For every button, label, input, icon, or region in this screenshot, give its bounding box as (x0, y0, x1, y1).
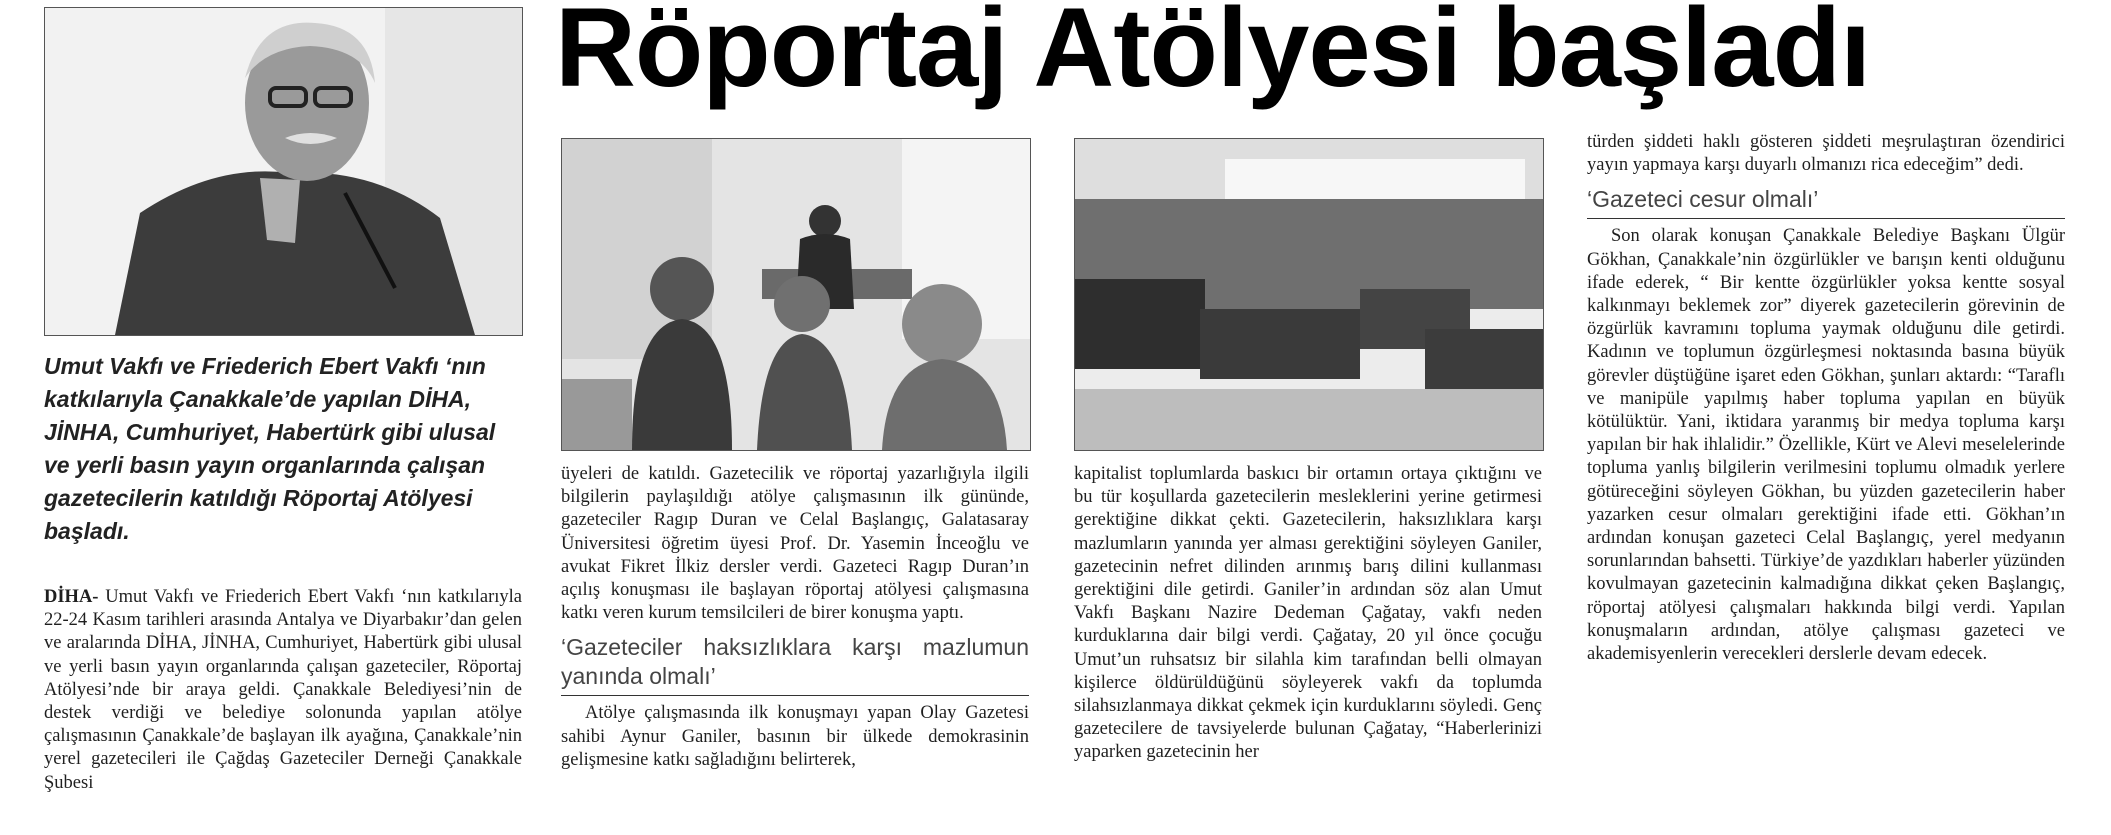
paragraph: türden şiddeti haklı gösteren şiddeti meşrulaştıran özendirici yayın yapmaya karşı duyarlı olmanızı rica edeceğim” dedi. (1587, 132, 2065, 176)
article-column-3 (1074, 463, 1542, 765)
article-column-2 (561, 463, 1029, 772)
article-column-4 (1587, 131, 2065, 666)
audience-photo (1074, 138, 1544, 451)
article-headline: Röportaj Atölyesi başladı (555, 0, 1871, 110)
paragraph: Son olarak konuşan Çanakkale Belediye Başkanı Ülgür Gökhan, Çanakkale’nin özgürlükler ve barışın kenti olduğunu ifade ederek, “ Bir kentte özgürlükler yoksa kentte sosyal kalkınmayı beklemek zor” diyerek gazetecilerin görevinin de özgürlük kavramını topluma yaymak olduğunu dile getirdi. Kadının ve toplumun özgürleşmesi noktasında basına büyük görevler düştüğüne işaret eden Gökhan, şunları aktardı: “Taraflı ve manipüle yapılmış haber topluma yapılan en büyük kötülüktür. Yani, iktidara yaranmış bir medya topluma karşı yapılan bir hak ihlalidir.” Özellikle, Kürt ve Alevi meselelerinde topluma yanlış bilgilerin verilmesini toplumu olmadık yerlere götüreceğini söyleyen Gökhan, bu yüzden gazetecilerin haber yazarken cesur olmaları gerektiğini ifade etti. Gökhan’ın ardından konuşan gazeteci Celal Başlangıç, yerel medyanın sorunlarından bahsetti. Türkiye’de yazdıkları haberler yüzünden kovulmayan gazetecinin kalmadığına dikkat çeken Başlangıç, röportaj atölyesi çalışmaları hakkında bilgi verdi. Yapılan konuşmaların ardından, atölye çalışması gazeteci ve akademisyenlerin verecekleri derslerle devam edecek. (1587, 226, 2065, 665)
seminar-photo (561, 138, 1031, 451)
paragraph: Umut Vakfı ve Friederich Ebert Vakfı ‘nın katkılarıyla 22-24 Kasım tarihleri arasında Antalya ve Diyarbakır’dan gelen ve aralarında DİHA, JİNHA, Cumhuriyet, Habertürk gibi ulusal ve yerli basın yayın organlarında çalışan gazeteciler, Röportaj Atölyesi’nde bir araya geldi. Çanakkale Belediyesi’nin de destek verdiği ve belediye solonunda yapılan atölye çalışmasının Çanakkale’de başlayan ilk ayağına, Çanakkale’nin yerel gazetecileri ile Çağdaş Gazeteciler Derneği Çanakkale Şubesi (44, 587, 522, 793)
subheading: ‘Gazeteciler haksızlıklara karşı mazlumun yanında olmalı’ (561, 633, 1029, 696)
article-column-1 (44, 586, 522, 795)
news-agency: DİHA- (44, 587, 99, 607)
paragraph: üyeleri de katıldı. Gazetecilik ve röportaj yazarlığıyla ilgili bilgilerin paylaşıldığı atölye çalışmasının ilk gününde, gazeteciler Ragıp Duran ve Celal Başlangıç, Galatasaray Üniversitesi öğretim üyesi Prof. Dr. Yasemin İnceoğlu ve avukat Fikret İlkiz dersler verdi. Gazeteci Ragıp Duran’ın açılış konuşması ile başlayan röportaj atölyesi çalışmasına katkı veren kurum temsilcileri de birer konuşma yaptı. (561, 464, 1029, 624)
subheading: ‘Gazeteci cesur olmalı’ (1587, 185, 2065, 219)
article-lead: Umut Vakfı ve Friederich Ebert Vakfı ‘nın katkılarıyla Çanakkale’de yapılan DİHA, JİNHA, Cumhuriyet, Habertürk gibi ulusal ve yerli basın yayın organlarında çalışan gazetecilerin katıldığı Röportaj Atölyesi başladı. (44, 353, 496, 544)
speaker-portrait-photo (44, 7, 523, 336)
paragraph: kapitalist toplumlarda baskıcı bir ortamın ortaya çıktığını ve bu tür koşullarda gazetecilerin mesleklerini yerine getirmesi gerektiğine dikkat çekti. Gazetecilerin, haksızlıklara karşı mazlumların yanında yer alması gerektiğini söyleyen Ganiler, gazetecinin nefret dilinden arınmış barış dilini kullanması gerektiğini dile getirdi. Ganiler’in ardından söz alan Umut Vakfı Başkanı Nazire Dedeman Çağatay, vakfı neden kurduklarına dair bilgi verdi. Çağatay, 20 yıl önce çocuğu Umut’un ruhsatsız bir silahla kim tarafından belli olmayan kişilerce öldürüldüğünü söyleyerek vakfı da toplumda silahsızlanmaya dikkat çekmek için kurduklarını söyledi. Genç gazetecilere de tavsiyelerde bulunan Çağatay, “Haberlerinizi yaparken gazetecinin her (1074, 464, 1542, 763)
paragraph: Atölye çalışmasında ilk konuşmayı yapan Olay Gazetesi sahibi Aynur Ganiler, basının bir ülkede demokrasinin gelişmesine katkı sağladığını belirterek, (561, 703, 1029, 770)
